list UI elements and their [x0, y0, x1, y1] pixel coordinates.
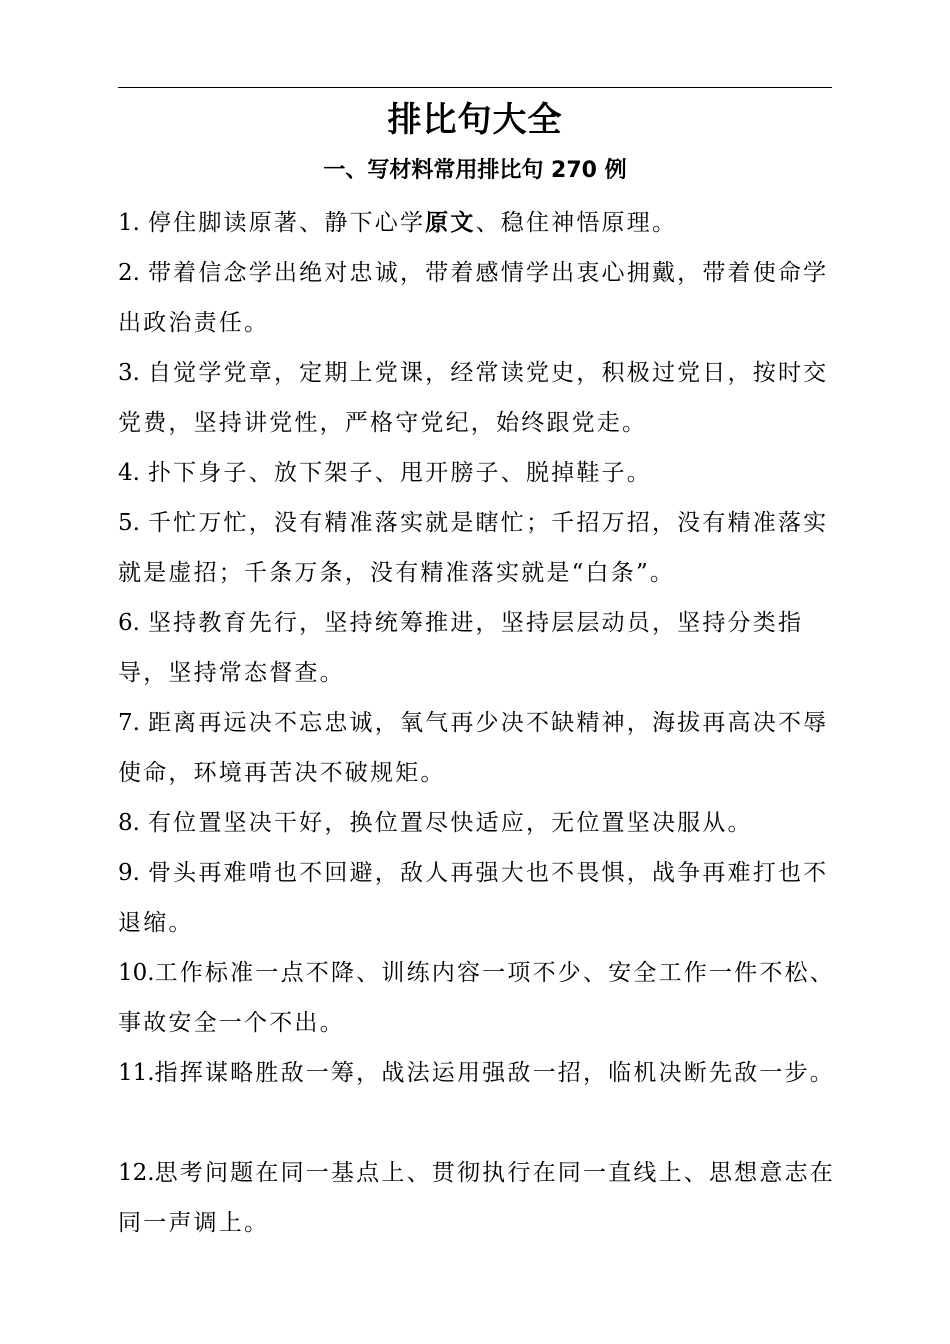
item-text: 骨头再难啃也不回避，敌人再强大也不畏惧，战争再难打也不退缩。 — [118, 860, 829, 936]
list-item — [118, 1048, 836, 1098]
item-number: 10. — [118, 960, 155, 986]
list-item — [118, 948, 836, 1048]
list-item — [118, 348, 836, 448]
item-text: 停住脚读原著、静下心学 — [147, 210, 426, 236]
list-item — [118, 598, 836, 698]
section-heading: 一、写材料常用排比句 270 例 — [323, 158, 627, 183]
item-text: 千忙万忙，没有精准落实就是瞎忙；千招万招，没有精准落实就是虚招；千条万条，没有精准落实就是“白条”。 — [118, 510, 829, 586]
item-text: 思考问题在同一基点上、贯彻执行在同一直线上、思想意志在同一声调上。 — [118, 1160, 835, 1236]
item-number: 6. — [118, 610, 140, 636]
numbered-list — [118, 198, 836, 1248]
item-number: 7. — [118, 710, 140, 736]
item-text: 带着信念学出绝对忠诚，带着感情学出衷心拥戴，带着使命学出政治责任。 — [118, 260, 829, 336]
document-title: 排比句大全 — [387, 100, 563, 140]
blank-line — [118, 1098, 836, 1148]
item-text: 自觉学党章，定期上党课，经常读党史，积极过党日，按时交党费，坚持讲党性，严格守党纪，始终跟党走。 — [118, 360, 829, 436]
item-bold-text: 原文 — [425, 209, 476, 236]
item-number: 8. — [118, 810, 140, 836]
item-number: 1. — [118, 210, 140, 236]
item-number: 4. — [118, 460, 140, 486]
list-item — [118, 198, 836, 248]
item-number: 9. — [118, 860, 140, 886]
item-text: 指挥谋略胜敌一筹，战法运用强敌一招，临机决断先敌一步。 — [154, 1060, 835, 1086]
list-item — [118, 448, 836, 498]
item-text: 扑下身子、放下架子、甩开膀子、脱掉鞋子。 — [147, 460, 652, 486]
list-item — [118, 698, 836, 798]
item-number: 12. — [118, 1160, 155, 1186]
list-item — [118, 498, 836, 598]
item-number: 5. — [118, 510, 140, 536]
item-number: 2. — [118, 260, 140, 286]
item-text: 、稳住神悟原理。 — [475, 210, 678, 236]
list-item — [118, 1148, 836, 1248]
item-text: 距离再远决不忘忠诚，氧气再少决不缺精神，海拔再高决不辱使命，环境再苦决不破规矩。 — [118, 710, 829, 786]
list-item — [118, 248, 836, 348]
item-text: 坚持教育先行，坚持统筹推进，坚持层层动员，坚持分类指导，坚持常态督查。 — [118, 610, 804, 686]
item-text: 工作标准一点不降、训练内容一项不少、安全工作一件不松、事故安全一个不出。 — [118, 960, 835, 1036]
list-item — [118, 848, 836, 948]
list-item — [118, 798, 836, 848]
item-number: 11. — [118, 1060, 155, 1086]
item-number: 3. — [118, 360, 140, 386]
item-text: 有位置坚决干好，换位置尽快适应，无位置坚决服从。 — [147, 810, 753, 836]
header-rule — [118, 87, 832, 88]
